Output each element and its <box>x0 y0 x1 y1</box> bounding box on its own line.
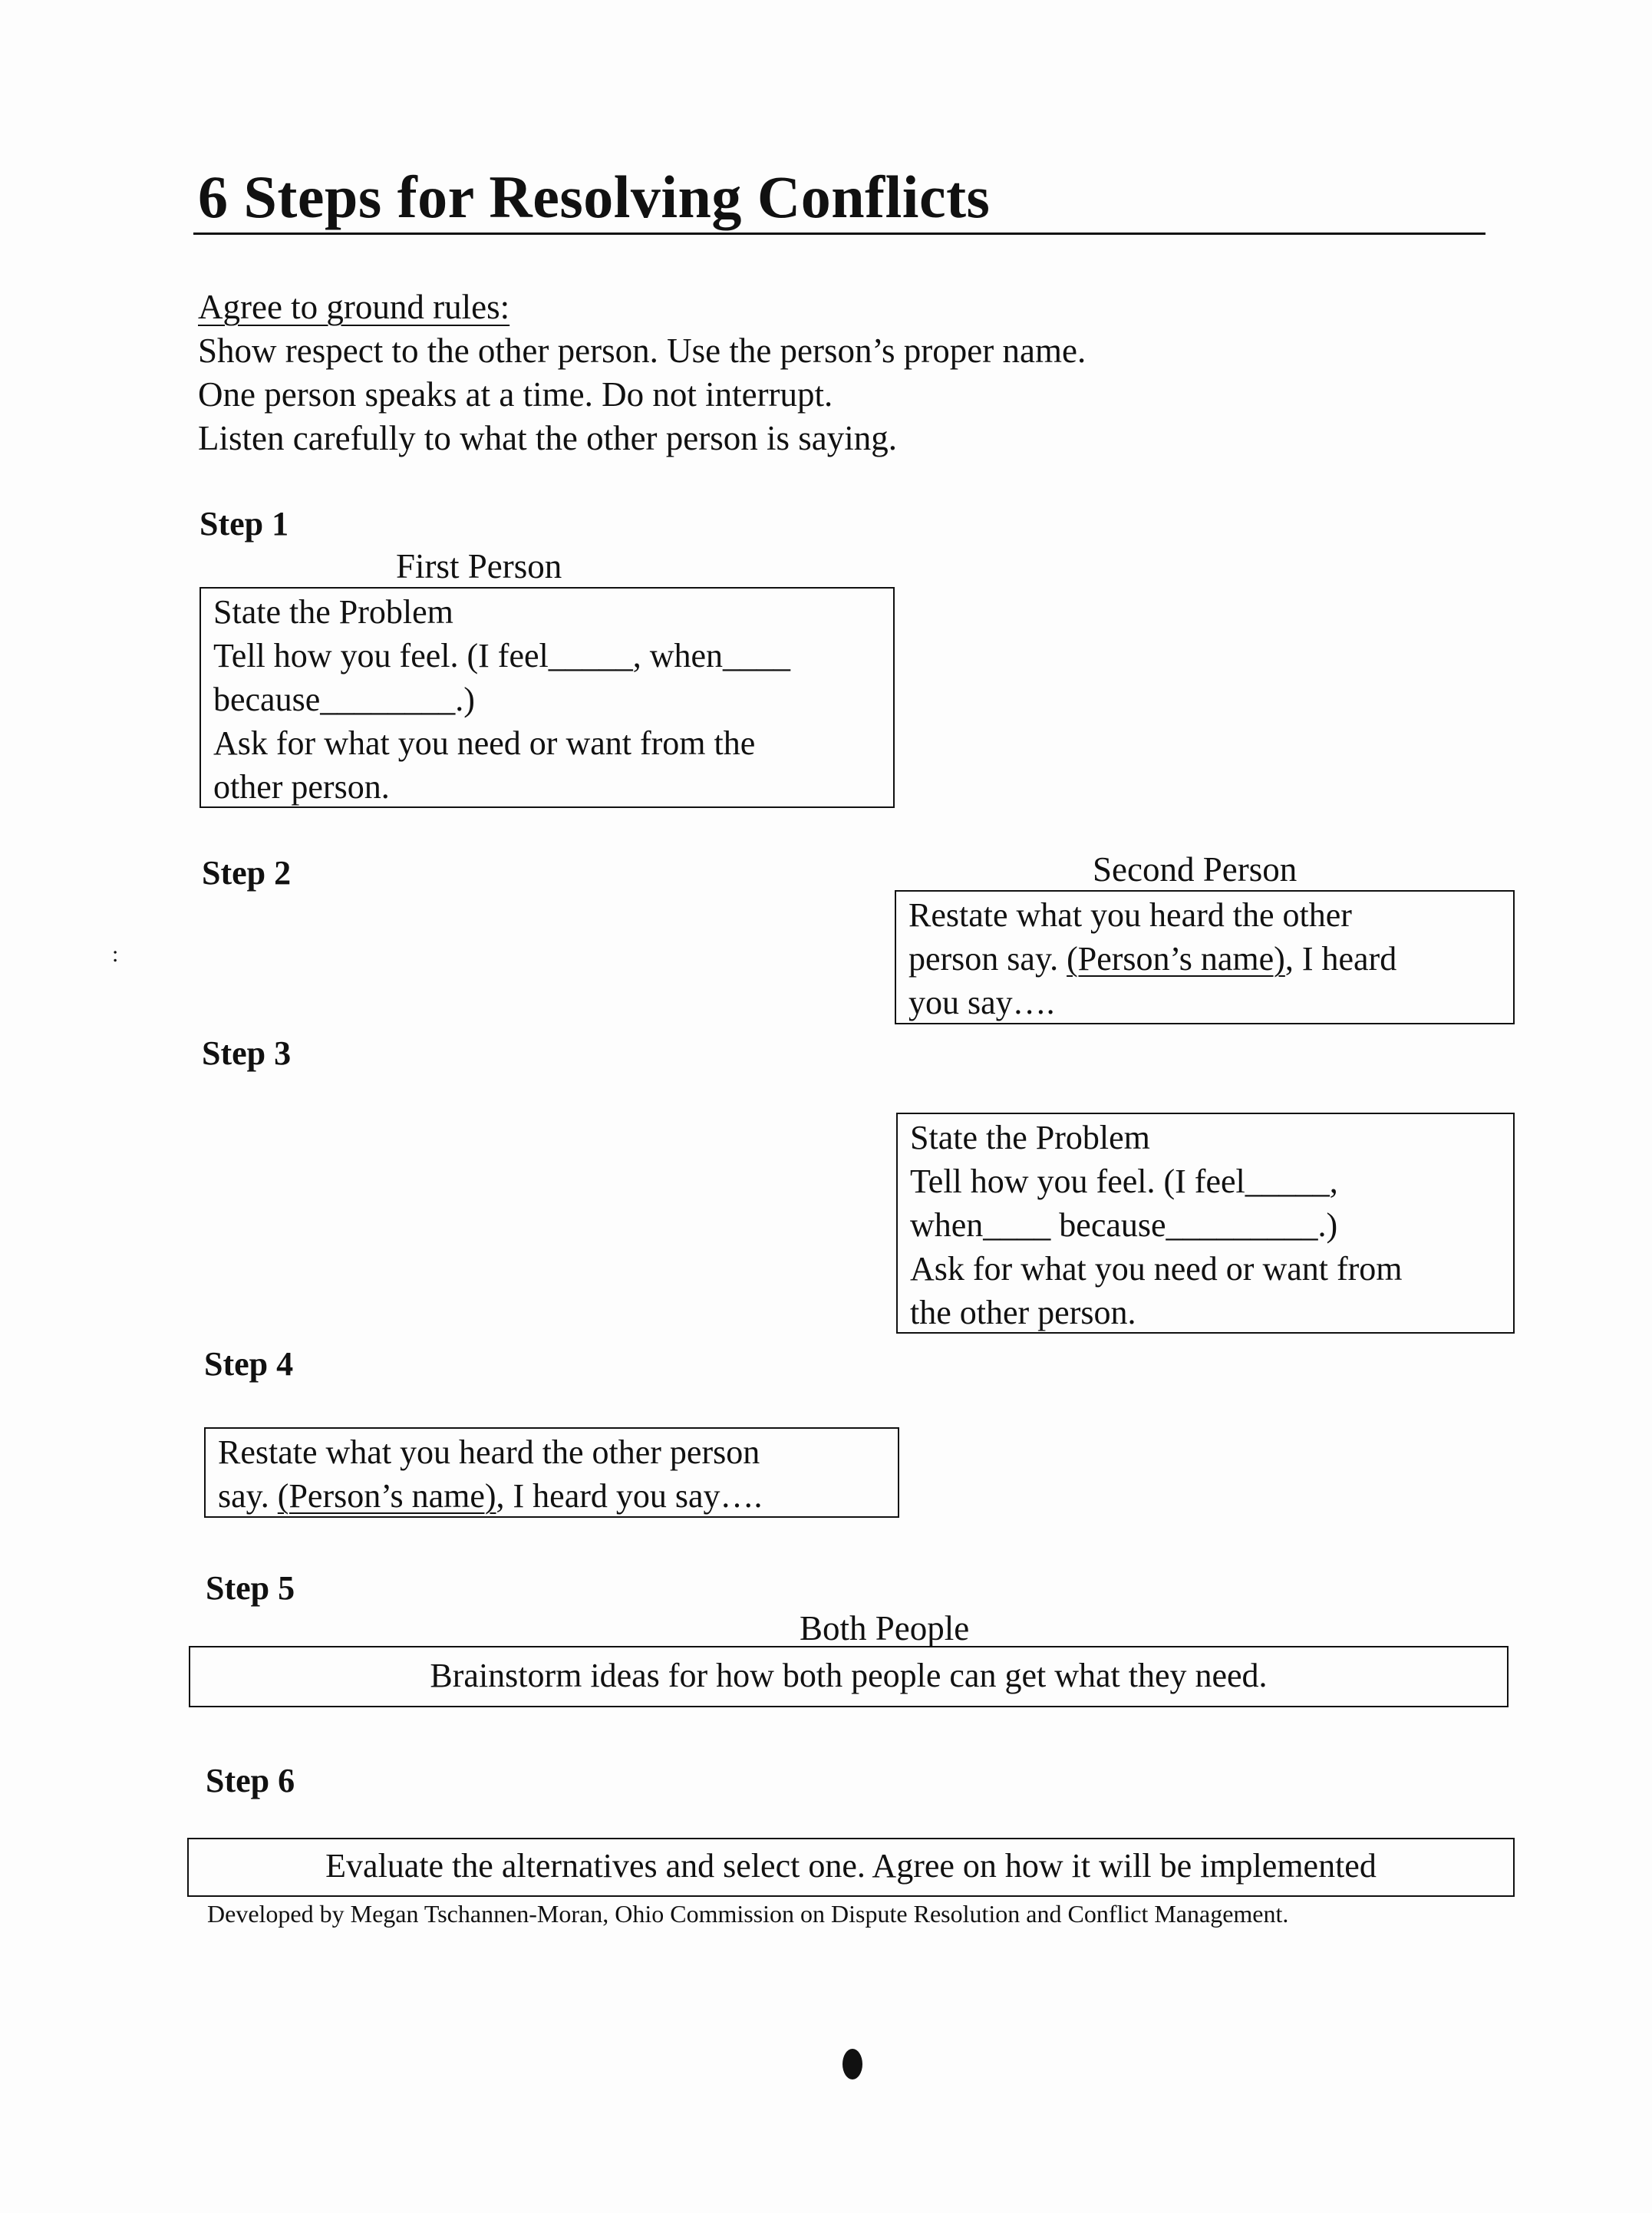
ground-rule-1: Show respect to the other person. Use the person’s proper name. <box>198 331 1086 370</box>
step-2-line-3: you say…. <box>908 984 1055 1021</box>
step-1-line-5: other person. <box>213 768 390 806</box>
step-5-role: Both People <box>800 1609 970 1647</box>
step-2-role: Second Person <box>1093 850 1298 889</box>
step-4-box <box>204 1427 899 1518</box>
step-5-text: Brainstorm ideas for how both people can get what they need. <box>430 1657 1268 1694</box>
step-2-line-2-post: , I heard <box>1284 940 1397 978</box>
step-3-line-2: Tell how you feel. (I feel_____, <box>910 1163 1338 1200</box>
step-6-box <box>187 1838 1515 1897</box>
ground-rule-3: Listen carefully to what the other person is saying. <box>198 419 898 457</box>
page-title: 6 Steps for Resolving Conflicts <box>198 163 991 230</box>
step-6-text: Evaluate the alternatives and select one. Agree on how it will be implemented <box>325 1847 1377 1885</box>
step-1-box <box>199 587 895 808</box>
step-3-line-1: State the Problem <box>910 1119 1150 1156</box>
step-4-line-2-post: , I heard you say…. <box>496 1477 763 1515</box>
step-2-line-2 <box>908 937 1501 981</box>
step-3-line-3: when____ because_________.) <box>910 1206 1338 1244</box>
ground-rule-2: One person speaks at a time. Do not interrupt. <box>198 375 833 414</box>
step-4-line-2 <box>218 1474 885 1518</box>
step-1-role: First Person <box>396 547 562 585</box>
ink-dot <box>842 2049 862 2079</box>
step-2-label: Step 2 <box>202 854 292 892</box>
step-3-box <box>896 1113 1515 1334</box>
scan-speck: : <box>112 942 119 967</box>
step-1-line-1: State the Problem <box>213 593 453 631</box>
step-3-line-4: Ask for what you need or want from <box>910 1250 1403 1288</box>
step-3-label: Step 3 <box>202 1034 292 1072</box>
step-2-person-name: (Person’s name) <box>1067 940 1285 978</box>
step-1-line-3: because________.) <box>213 681 475 718</box>
step-3-line-5: the other person. <box>910 1294 1136 1331</box>
step-4-line-2-pre: say. <box>218 1477 278 1515</box>
title-underline <box>193 233 1485 235</box>
step-2-box <box>895 890 1515 1024</box>
ground-rules-heading: Agree to ground rules: <box>198 288 510 326</box>
step-1-line-2: Tell how you feel. (I feel_____, when____ <box>213 637 791 674</box>
step-1-line-4: Ask for what you need or want from the <box>213 724 756 762</box>
step-2-line-1: Restate what you heard the other <box>908 896 1352 934</box>
step-4-line-1: Restate what you heard the other person <box>218 1433 760 1471</box>
step-1-label: Step 1 <box>199 505 289 543</box>
step-6-label: Step 6 <box>206 1762 295 1799</box>
ground-rules <box>198 285 1086 460</box>
step-5-box <box>189 1646 1509 1707</box>
step-4-person-name: (Person’s name) <box>277 1477 496 1515</box>
step-4-label: Step 4 <box>204 1345 294 1383</box>
step-5-label: Step 5 <box>206 1569 295 1607</box>
step-2-line-2-pre: person say. <box>908 940 1067 978</box>
footer-credit: Developed by Megan Tschannen-Moran, Ohio Commission on Dispute Resolution and Conflict Management. <box>207 1900 1289 1928</box>
